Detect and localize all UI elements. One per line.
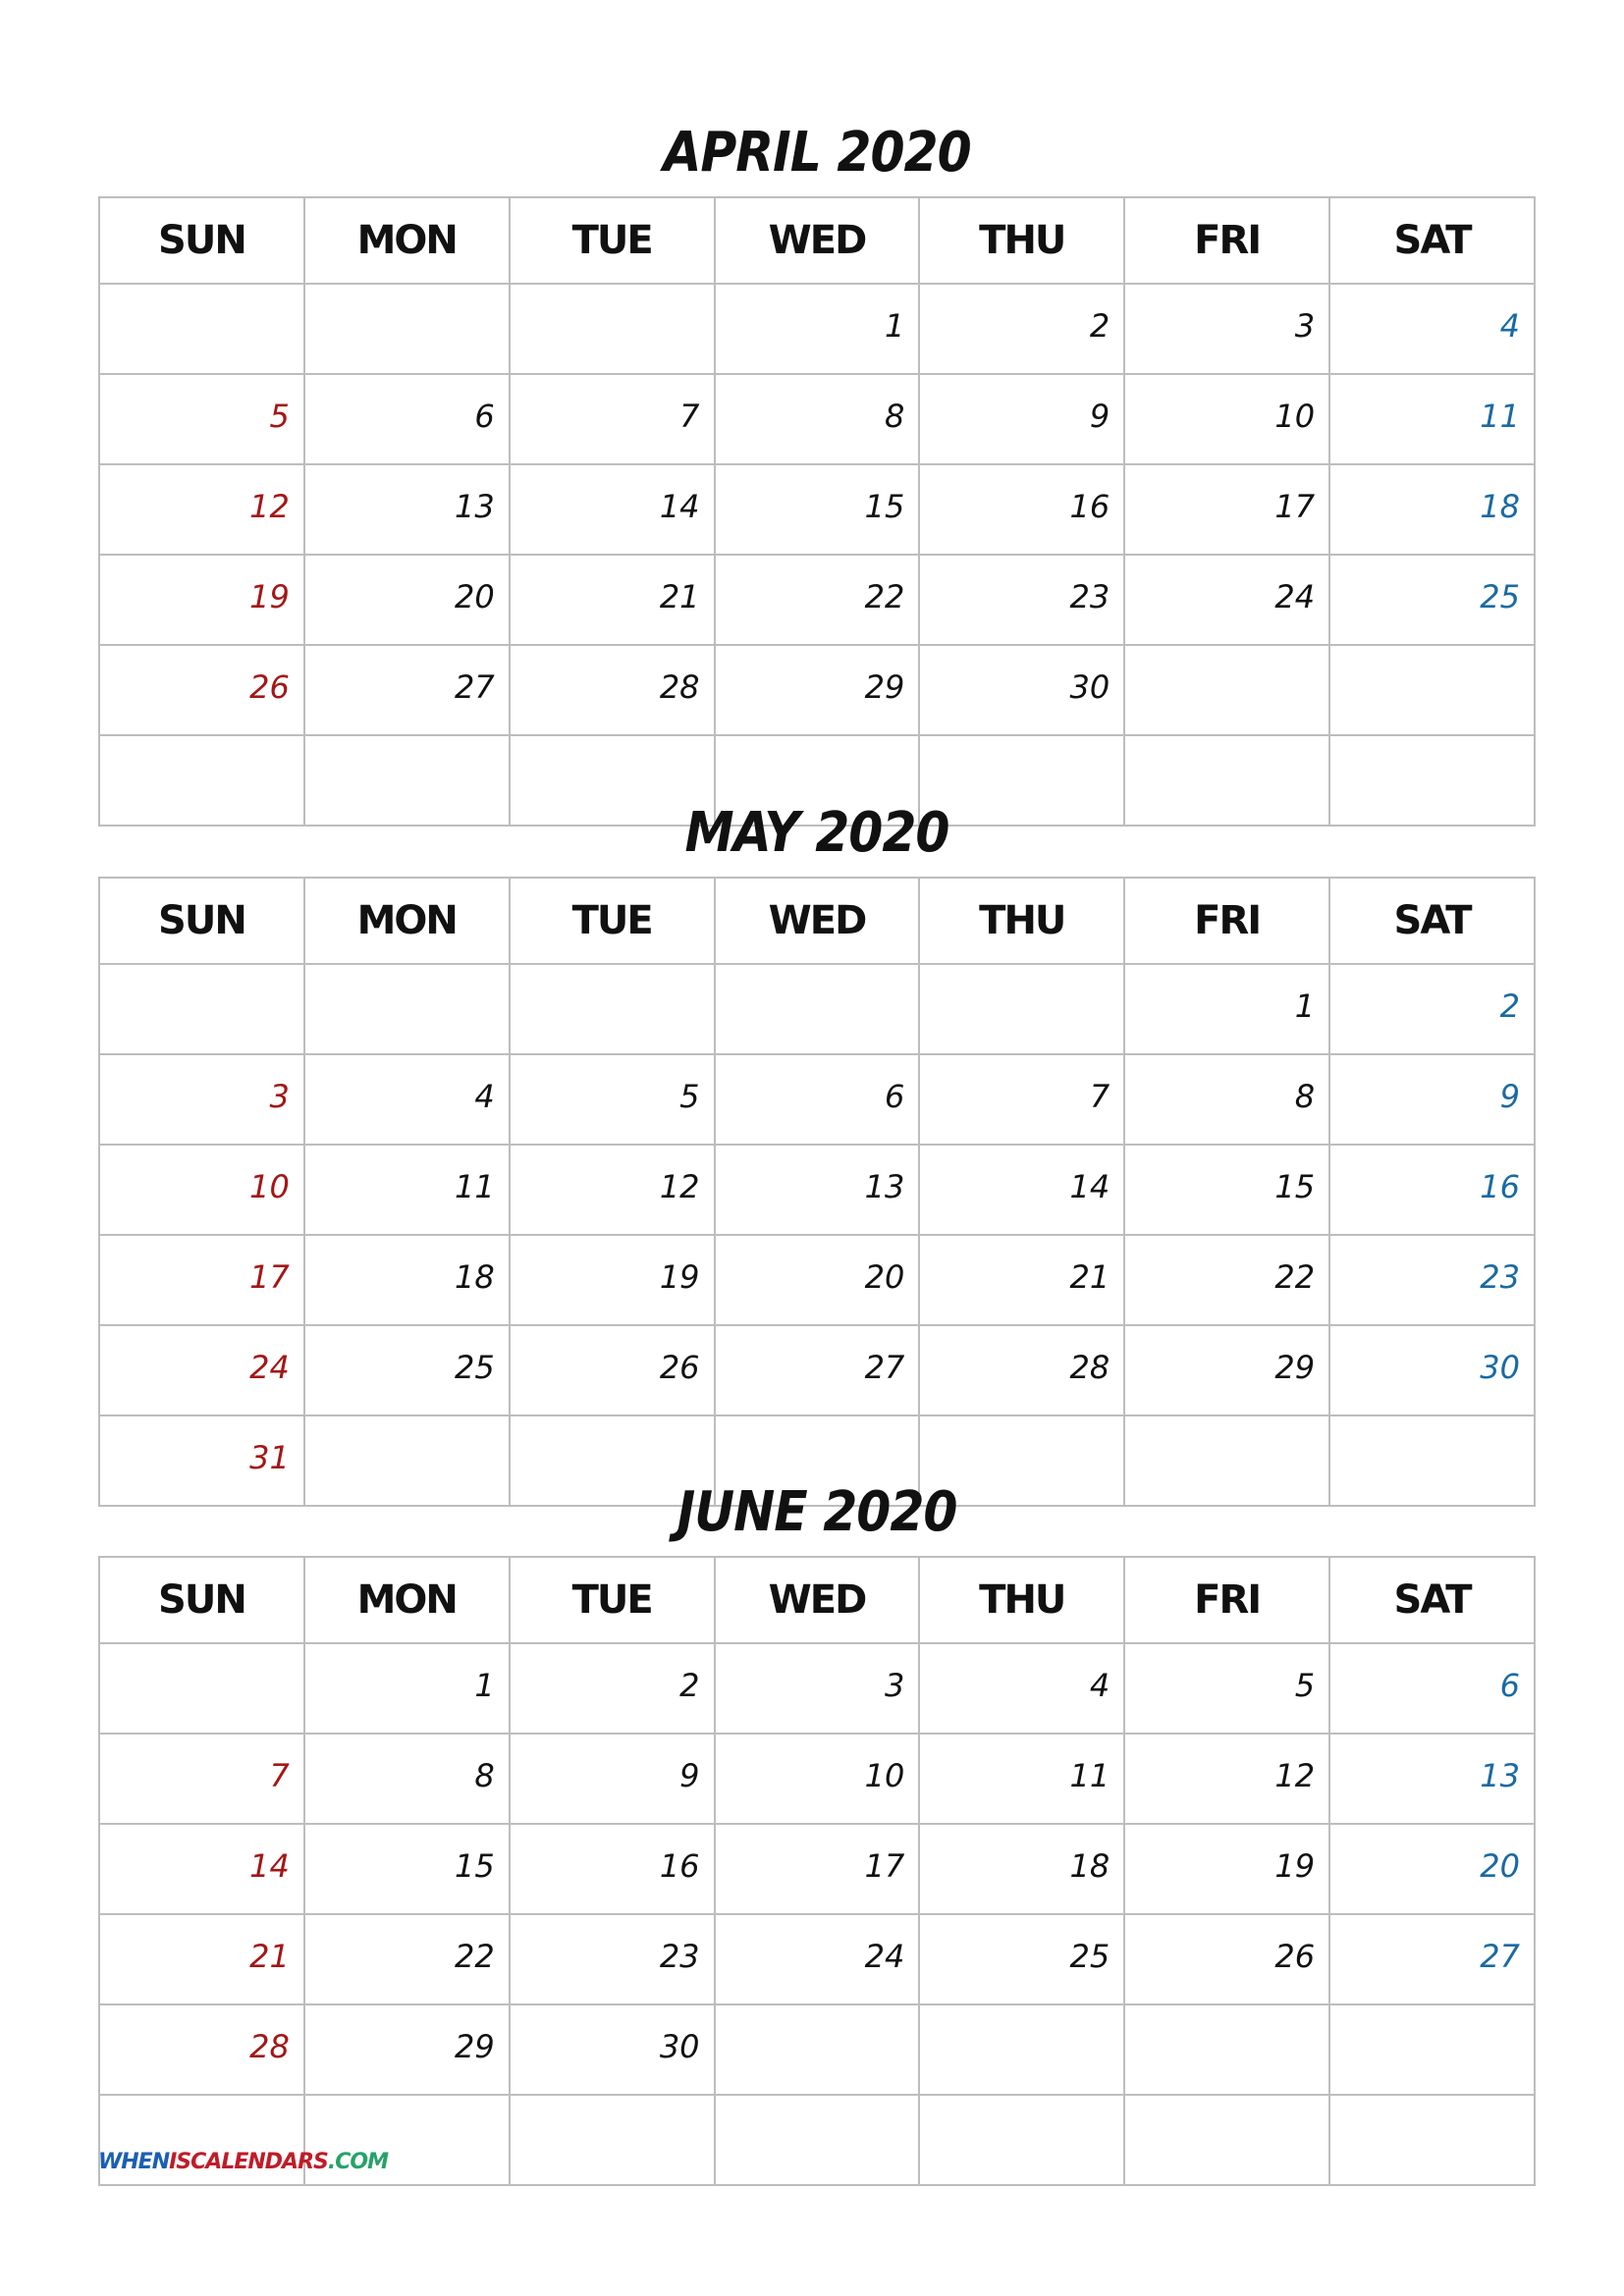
week-row — [99, 1824, 1535, 1914]
site-logo[interactable] — [98, 2150, 388, 2174]
day-cell — [715, 2004, 920, 2095]
week-row — [99, 1325, 1535, 1415]
day-cell: 18 — [1329, 464, 1535, 555]
week-row — [99, 1235, 1535, 1325]
day-cell: 13 — [1329, 1734, 1535, 1824]
day-cell: 7 — [510, 374, 715, 464]
week-row — [99, 645, 1535, 735]
day-cell: 8 — [715, 374, 920, 464]
day-cell: 19 — [99, 555, 304, 645]
month-may — [98, 790, 1536, 1507]
weekday-header: THU — [919, 1557, 1124, 1643]
day-cell: 9 — [1329, 1054, 1535, 1145]
day-cell — [1124, 2004, 1329, 2095]
day-cell: 28 — [99, 2004, 304, 2095]
day-cell: 11 — [304, 1145, 510, 1235]
day-cell — [510, 2095, 715, 2185]
day-cell: 8 — [1124, 1054, 1329, 1145]
day-cell: 2 — [510, 1643, 715, 1734]
day-cell: 6 — [304, 374, 510, 464]
day-cell — [99, 284, 304, 374]
day-cell: 17 — [715, 1824, 920, 1914]
day-cell: 19 — [1124, 1824, 1329, 1914]
day-cell: 4 — [919, 1643, 1124, 1734]
day-cell — [919, 964, 1124, 1054]
day-cell: 16 — [510, 1824, 715, 1914]
day-cell — [510, 964, 715, 1054]
weekday-header: THU — [919, 197, 1124, 284]
calendar-grid — [98, 196, 1536, 827]
week-row — [99, 1734, 1535, 1824]
day-cell: 5 — [510, 1054, 715, 1145]
day-cell: 6 — [715, 1054, 920, 1145]
day-cell — [919, 2004, 1124, 2095]
day-cell: 19 — [510, 1235, 715, 1325]
day-cell: 18 — [304, 1235, 510, 1325]
day-cell: 6 — [1329, 1643, 1535, 1734]
logo-part: WHEN — [98, 2150, 170, 2174]
day-cell: 26 — [99, 645, 304, 735]
day-cell: 3 — [1124, 284, 1329, 374]
weekday-header: FRI — [1124, 878, 1329, 964]
day-cell: 1 — [304, 1643, 510, 1734]
day-cell: 18 — [919, 1824, 1124, 1914]
logo-part: .COM — [327, 2150, 388, 2174]
day-cell: 20 — [1329, 1824, 1535, 1914]
day-cell: 12 — [99, 464, 304, 555]
day-cell — [99, 964, 304, 1054]
day-cell — [99, 1643, 304, 1734]
day-cell: 21 — [510, 555, 715, 645]
weekday-header: TUE — [510, 197, 715, 284]
day-cell: 17 — [99, 1235, 304, 1325]
week-row — [99, 464, 1535, 555]
month-title: APRIL 2020 — [663, 121, 971, 185]
day-cell: 12 — [1124, 1734, 1329, 1824]
day-cell: 22 — [304, 1914, 510, 2004]
day-cell: 27 — [1329, 1914, 1535, 2004]
day-cell: 29 — [304, 2004, 510, 2095]
day-cell — [1329, 645, 1535, 735]
day-cell — [1329, 2004, 1535, 2095]
day-cell: 25 — [304, 1325, 510, 1415]
day-cell: 26 — [510, 1325, 715, 1415]
weekday-header: THU — [919, 878, 1124, 964]
day-cell: 10 — [715, 1734, 920, 1824]
week-row — [99, 374, 1535, 464]
day-cell: 30 — [919, 645, 1124, 735]
weekday-header: SUN — [99, 197, 304, 284]
day-cell: 25 — [1329, 555, 1535, 645]
day-cell: 21 — [99, 1914, 304, 2004]
day-cell: 22 — [715, 555, 920, 645]
weekday-header: WED — [715, 878, 920, 964]
day-cell — [304, 284, 510, 374]
weekday-header-row — [99, 197, 1535, 284]
month-june — [98, 1469, 1536, 2186]
weekday-header: SAT — [1329, 1557, 1535, 1643]
day-cell: 1 — [1124, 964, 1329, 1054]
day-cell: 3 — [99, 1054, 304, 1145]
day-cell: 17 — [1124, 464, 1329, 555]
day-cell: 24 — [715, 1914, 920, 2004]
day-cell: 8 — [304, 1734, 510, 1824]
day-cell: 21 — [919, 1235, 1124, 1325]
day-cell — [1124, 2095, 1329, 2185]
week-row — [99, 1643, 1535, 1734]
day-cell: 4 — [304, 1054, 510, 1145]
weekday-header: WED — [715, 197, 920, 284]
day-cell: 2 — [919, 284, 1124, 374]
week-row — [99, 1914, 1535, 2004]
week-row — [99, 2004, 1535, 2095]
day-cell — [510, 284, 715, 374]
weekday-header: FRI — [1124, 1557, 1329, 1643]
weekday-header: MON — [304, 1557, 510, 1643]
logo-part: IS — [169, 2150, 191, 2174]
month-april — [98, 110, 1536, 827]
day-cell: 13 — [304, 464, 510, 555]
day-cell — [715, 2095, 920, 2185]
day-cell: 7 — [99, 1734, 304, 1824]
day-cell: 5 — [1124, 1643, 1329, 1734]
weekday-header: MON — [304, 197, 510, 284]
weekday-header: MON — [304, 878, 510, 964]
day-cell: 28 — [919, 1325, 1124, 1415]
day-cell: 9 — [919, 374, 1124, 464]
logo-part: CALENDARS — [190, 2150, 328, 2174]
day-cell — [304, 964, 510, 1054]
day-cell — [1124, 645, 1329, 735]
week-row — [99, 284, 1535, 374]
day-cell: 22 — [1124, 1235, 1329, 1325]
day-cell: 15 — [1124, 1145, 1329, 1235]
day-cell: 23 — [919, 555, 1124, 645]
week-row — [99, 1054, 1535, 1145]
day-cell: 24 — [99, 1325, 304, 1415]
day-cell: 1 — [715, 284, 920, 374]
day-cell: 2 — [1329, 964, 1535, 1054]
day-cell — [1329, 2095, 1535, 2185]
month-title: MAY 2020 — [684, 801, 949, 865]
day-cell: 16 — [1329, 1145, 1535, 1235]
weekday-header-row — [99, 1557, 1535, 1643]
week-row — [99, 1145, 1535, 1235]
month-title: JUNE 2020 — [677, 1480, 957, 1544]
day-cell: 12 — [510, 1145, 715, 1235]
day-cell: 3 — [715, 1643, 920, 1734]
day-cell: 23 — [510, 1914, 715, 2004]
day-cell: 14 — [510, 464, 715, 555]
day-cell: 16 — [919, 464, 1124, 555]
calendar-grid — [98, 877, 1536, 1507]
day-cell: 30 — [510, 2004, 715, 2095]
day-cell: 10 — [1124, 374, 1329, 464]
day-cell: 13 — [715, 1145, 920, 1235]
day-cell: 26 — [1124, 1914, 1329, 2004]
day-cell: 25 — [919, 1914, 1124, 2004]
calendar-grid — [98, 1556, 1536, 2186]
day-cell: 29 — [715, 645, 920, 735]
day-cell: 15 — [304, 1824, 510, 1914]
weekday-header: SAT — [1329, 197, 1535, 284]
day-cell: 10 — [99, 1145, 304, 1235]
weekday-header: WED — [715, 1557, 920, 1643]
day-cell: 23 — [1329, 1235, 1535, 1325]
day-cell: 28 — [510, 645, 715, 735]
day-cell: 9 — [510, 1734, 715, 1824]
day-cell: 15 — [715, 464, 920, 555]
weekday-header: SAT — [1329, 878, 1535, 964]
day-cell — [919, 2095, 1124, 2185]
day-cell: 27 — [715, 1325, 920, 1415]
day-cell: 29 — [1124, 1325, 1329, 1415]
day-cell: 20 — [715, 1235, 920, 1325]
day-cell: 31 — [99, 1415, 304, 1506]
week-row — [99, 964, 1535, 1054]
week-row — [99, 555, 1535, 645]
day-cell: 11 — [919, 1734, 1124, 1824]
day-cell: 14 — [99, 1824, 304, 1914]
day-cell — [715, 964, 920, 1054]
day-cell: 27 — [304, 645, 510, 735]
weekday-header: TUE — [510, 878, 715, 964]
day-cell: 4 — [1329, 284, 1535, 374]
day-cell: 14 — [919, 1145, 1124, 1235]
day-cell: 30 — [1329, 1325, 1535, 1415]
day-cell: 5 — [99, 374, 304, 464]
weekday-header: TUE — [510, 1557, 715, 1643]
day-cell: 7 — [919, 1054, 1124, 1145]
day-cell: 11 — [1329, 374, 1535, 464]
weekday-header-row — [99, 878, 1535, 964]
weekday-header: FRI — [1124, 197, 1329, 284]
weekday-header: SUN — [99, 1557, 304, 1643]
day-cell: 24 — [1124, 555, 1329, 645]
day-cell: 20 — [304, 555, 510, 645]
weekday-header: SUN — [99, 878, 304, 964]
